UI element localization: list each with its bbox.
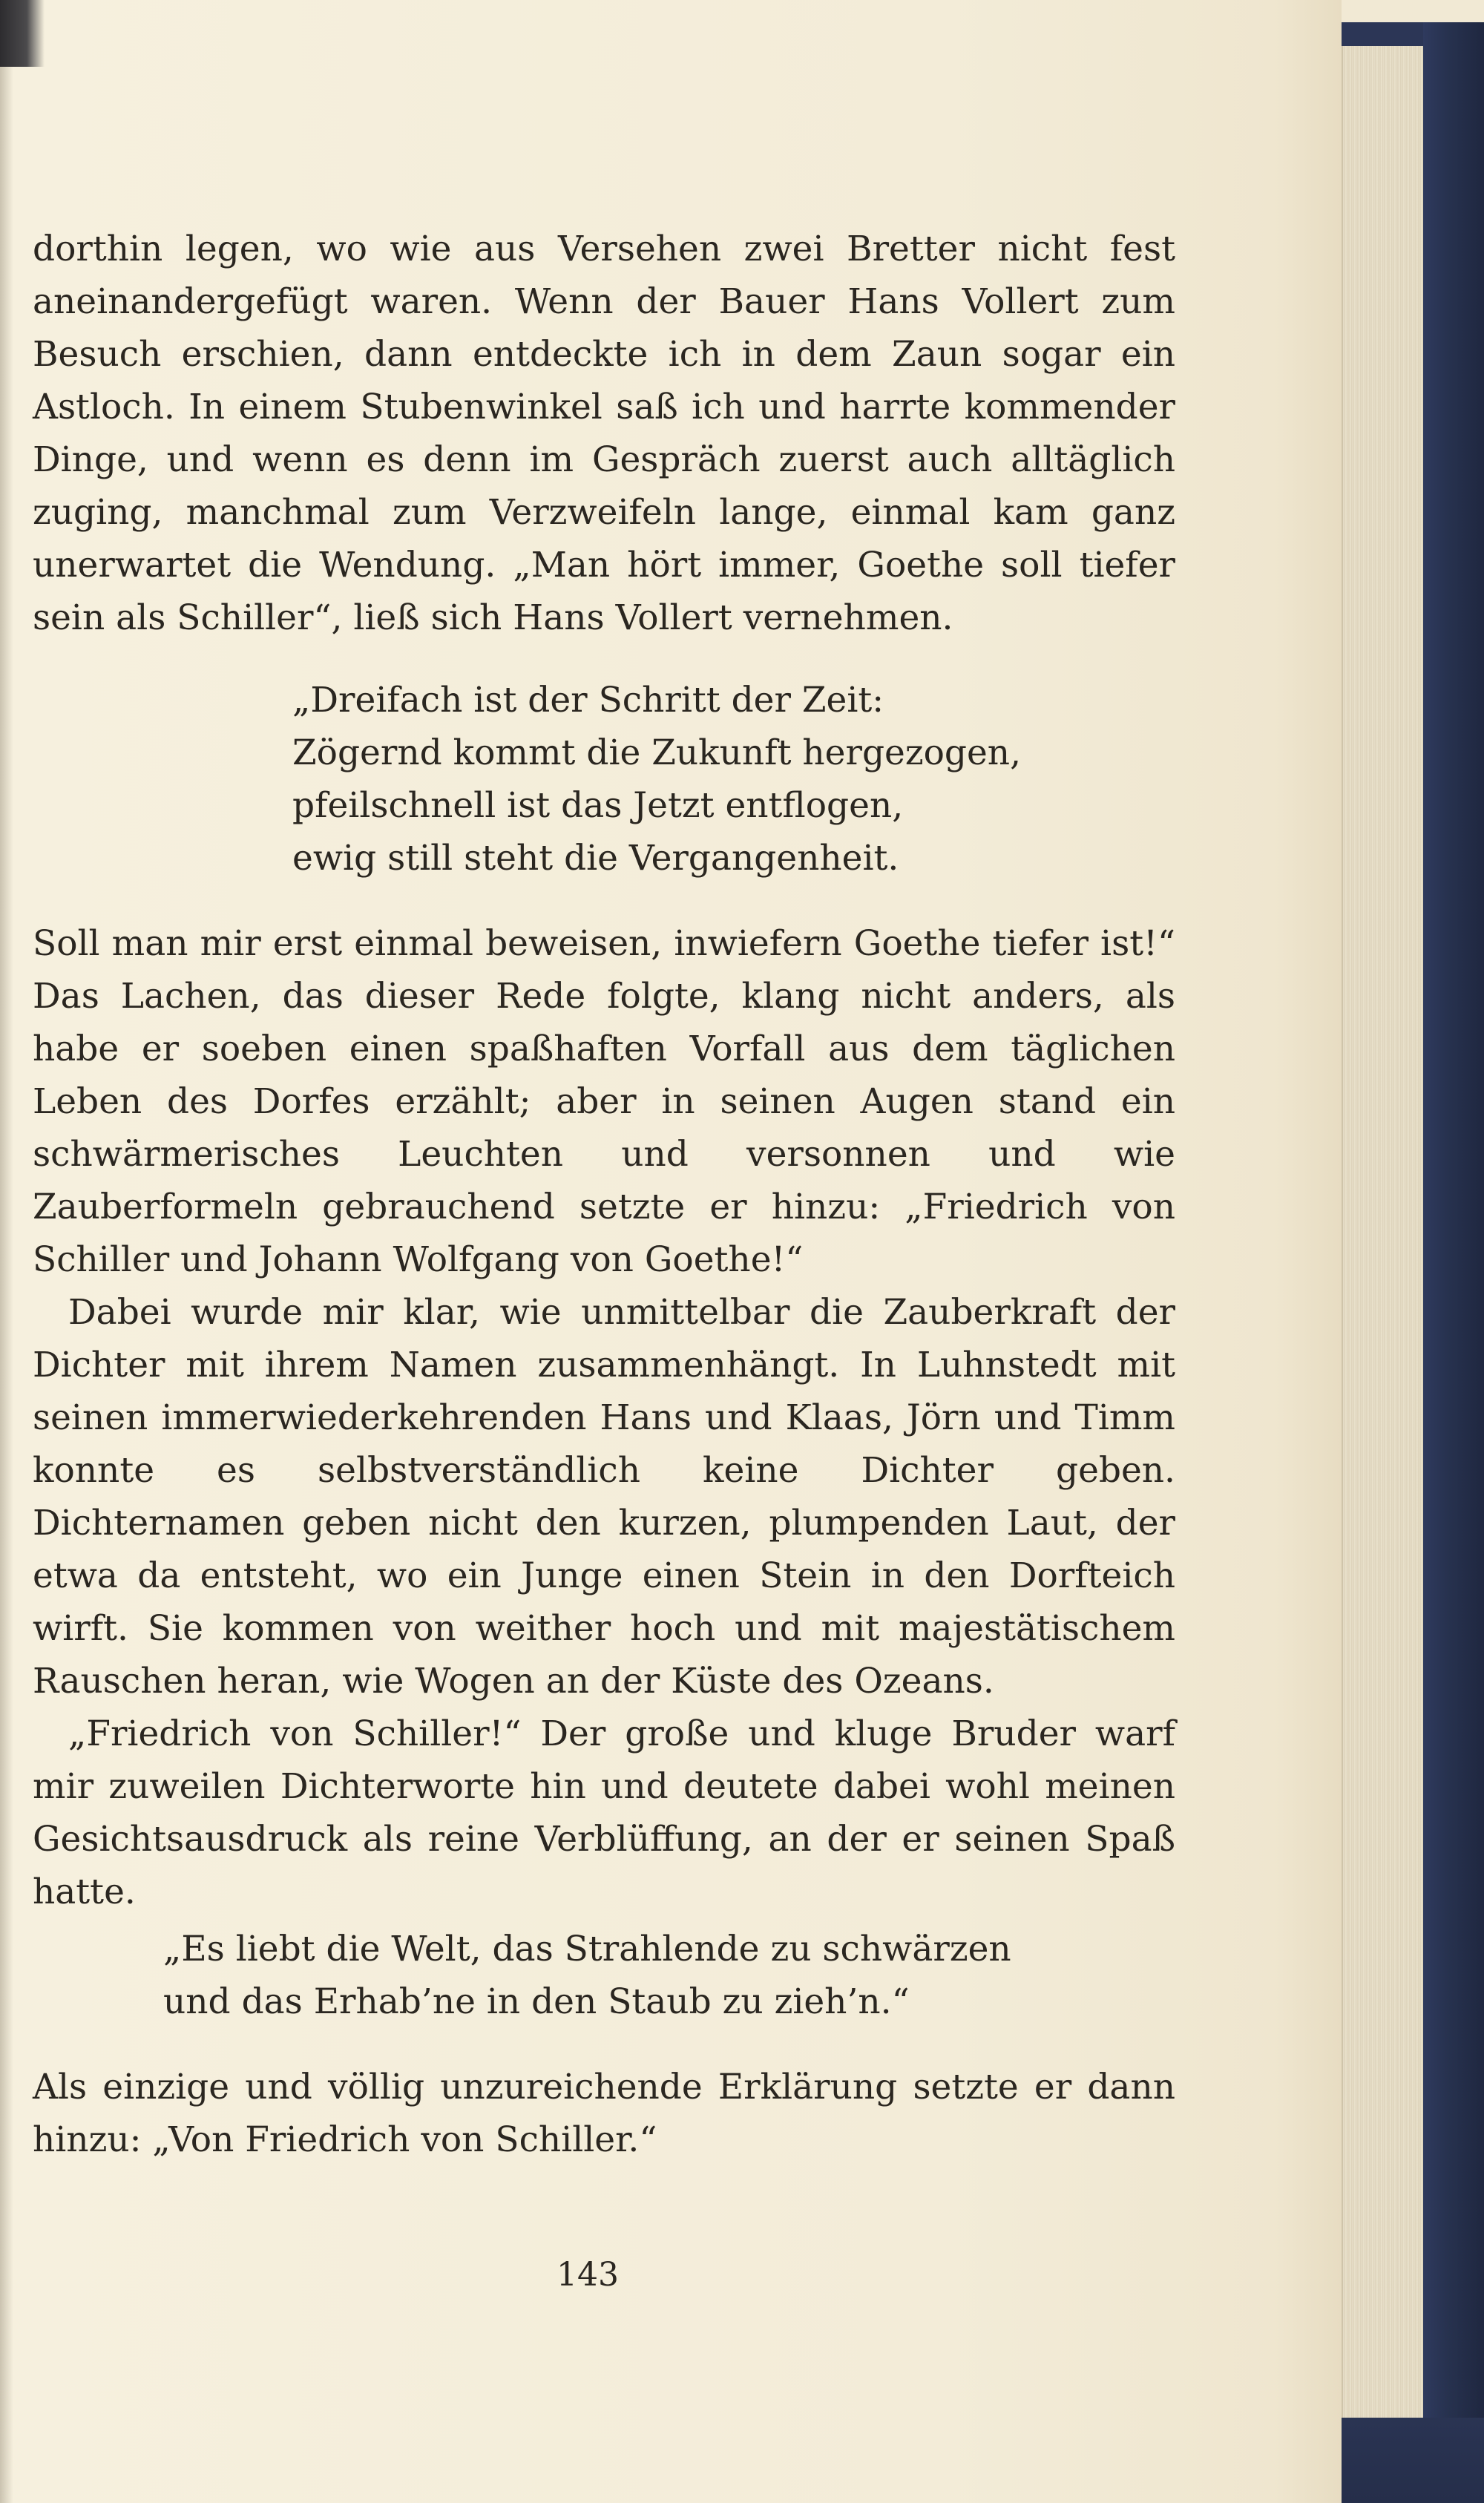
- verse-line: und das Erhab’ne in den Staub zu zieh’n.“: [163, 1981, 910, 2022]
- verse-line: „Dreifach ist der Schritt der Zeit:: [292, 680, 884, 721]
- paragraph-poet-names: Dabei wurde mir klar, wie unmittelbar die Zauberkraft der Dichter mit ihrem Namen zusammenhängt. In Luhnstedt mit seinen immerwiederkehrenden Hans und Klaas, Jörn und Timm konnte es selbstverständlich keine Dichter geben. Dichternamen geben nicht den kurzen, plumpenden Laut, der etwa da entsteht, wo ein Junge einen Stein in den Dorfteich wirft. Sie kommen von weither hoch und mit majestätischem Rauschen heran, wie Wogen an der Küste des Ozeans.: [33, 1292, 1175, 1702]
- verse-quote-schiller-time: [33, 674, 1175, 885]
- page-edges: [1342, 45, 1425, 2419]
- scan-corner-shadow: [0, 0, 45, 67]
- paragraph-final: Als einzige und völlig unzureichende Erklärung setzte er dann hinzu: „Von Friedrich von Schiller.“: [33, 2067, 1175, 2160]
- verse-line: Zögernd kommt die Zukunft hergezogen,: [292, 732, 1022, 773]
- verse-line: „Es liebt die Welt, das Strahlende zu schwärzen: [163, 1929, 1011, 1969]
- gutter-shadow: [0, 0, 13, 2503]
- paragraph-brother: „Friedrich von Schiller!“ Der große und kluge Bruder warf mir zuweilen Dichterworte hin und deutete dabei wohl meinen Gesichtsausdruck als reine Verblüffung, an der er seinen Spaß hatte.: [33, 1713, 1175, 1912]
- paragraph-goethe-deeper: Soll man mir erst einmal beweisen, inwiefern Goethe tiefer ist!“ Das Lachen, das dieser Rede folgte, klang nicht anders, als habe er soeben einen spaßhaften Vorfall aus dem täglichen Leben des Dorfes erzählt; aber in seinen Augen stand ein schwärmerisches Leuchten und versonnen und wie Zauberformeln gebrauchend setzte er hinzu: „Friedrich von Schiller und Johann Wolfgang von Goethe!“: [33, 923, 1175, 1280]
- book-cover-bottom: [1342, 2418, 1484, 2503]
- book-cover-edge: [1423, 22, 1484, 2503]
- body-text: [33, 223, 1175, 2166]
- verse-line: pfeilschnell ist das Jetzt entflogen,: [292, 785, 904, 826]
- page-number: 143: [556, 2256, 619, 2294]
- paragraph-opening: dorthin legen, wo wie aus Versehen zwei Bretter nicht fest aneinandergefügt waren. Wenn der Bauer Hans Vollert zum Besuch erschien, dann entdeckte ich in dem Zaun sogar ein Astloch. In einem Stubenwinkel saß ich und harrte kommender Dinge, und wenn es denn im Gespräch zuerst auch alltäglich zuging, manchmal zum Verzweifeln lange, einmal kam ganz unerwartet die Wendung. „Man hört immer, Goethe soll tiefer sein als Schiller“, ließ sich Hans Vollert vernehmen.: [33, 229, 1175, 638]
- verse-line: ewig still steht die Vergangenheit.: [292, 838, 899, 879]
- verse-quote-world-blackens: [33, 1923, 1175, 2028]
